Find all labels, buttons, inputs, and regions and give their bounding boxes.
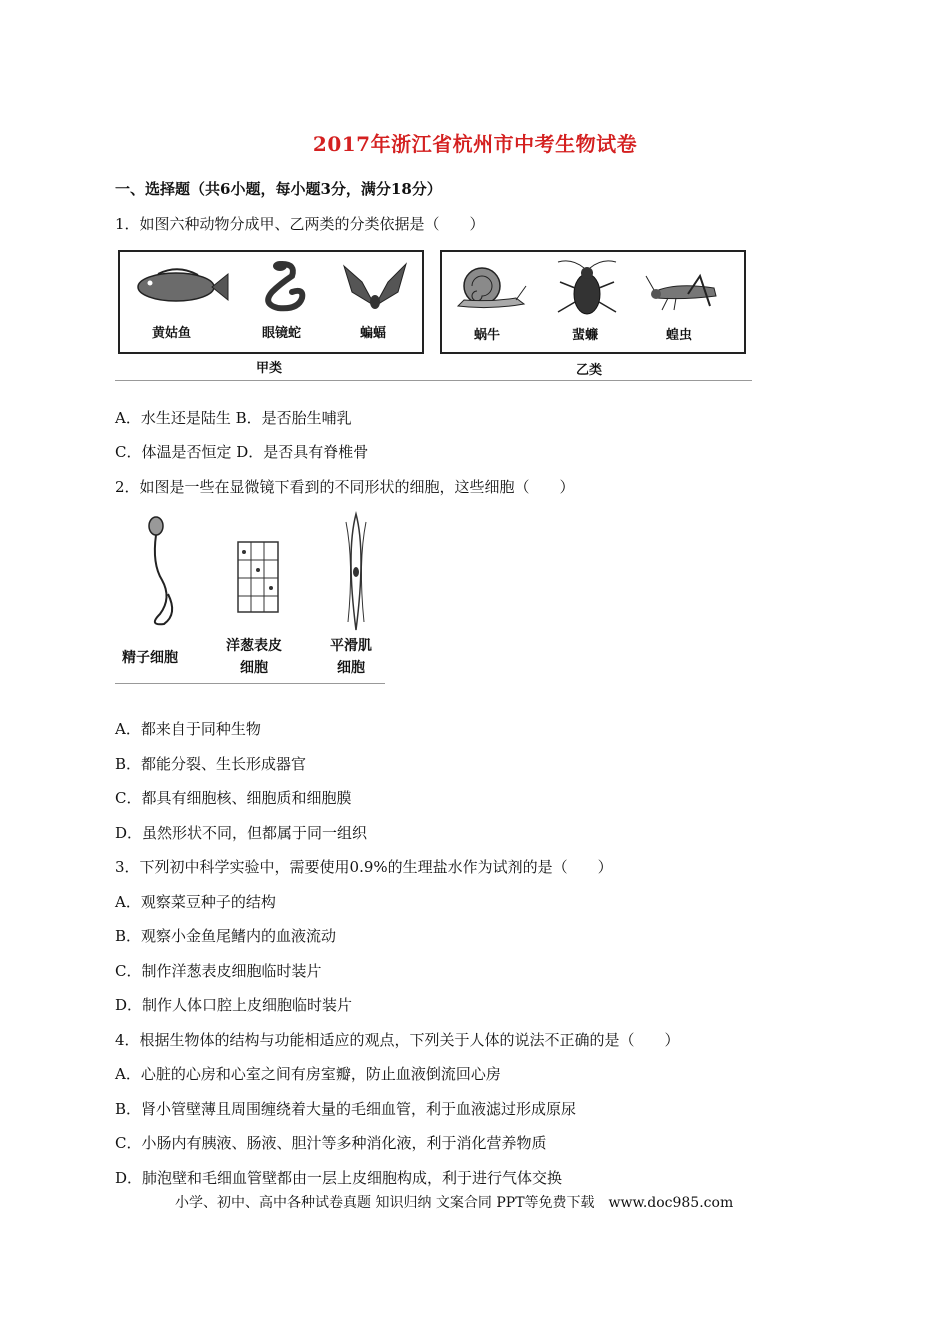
onion-cell-illustration — [234, 538, 284, 618]
q2-option-d: D．虽然形状不同，但都属于同一组织 — [115, 824, 368, 842]
snake-illustration — [252, 258, 312, 318]
q4-option-d: D．肺泡壁和毛细血管壁都由一层上皮细胞构成，利于进行气体交换 — [115, 1169, 563, 1187]
cell-label-sperm: 精子细胞 — [122, 650, 178, 666]
figure-underline — [115, 380, 752, 381]
q1-options-ab: A．水生还是陆生 B．是否胎生哺乳 — [115, 409, 352, 427]
fish-illustration — [128, 262, 228, 312]
q2-figure-underline — [115, 683, 385, 684]
animal-label-grasshopper: 蝗虫 — [666, 328, 693, 343]
page-title: 2017年浙江省杭州市中考生物试卷 — [312, 132, 638, 156]
animal-label-snake: 眼镜蛇 — [262, 326, 302, 341]
q3-option-d: D．制作人体口腔上皮细胞临时装片 — [115, 996, 353, 1014]
q4-option-c: C．小肠内有胰液、肠液、胆汁等多种消化液，利于消化营养物质 — [115, 1134, 547, 1152]
q1-stem: 1．如图六种动物分成甲、乙两类的分类依据是（ ） — [115, 215, 485, 233]
q2-option-b: B．都能分裂、生长形成器官 — [115, 755, 307, 773]
cell-label-muscle-line1: 平滑肌 — [330, 638, 372, 654]
animal-label-snail: 蜗牛 — [474, 328, 501, 343]
animal-label-cockroach: 蜚蠊 — [572, 328, 599, 343]
section-heading: 一、选择题（共6小题，每小题3分，满分18分） — [115, 180, 442, 198]
q4-option-a: A．心脏的心房和心室之间有房室瓣，防止血液倒流回心房 — [115, 1065, 501, 1083]
page-footer: 小学、初中、高中各种试卷真题 知识归纳 文案合同 PPT等免费下载 www.doc985.com — [175, 1195, 734, 1211]
snail-illustration — [450, 264, 530, 314]
group-b-label: 乙类 — [576, 363, 603, 378]
q2-option-c: C．都具有细胞核、细胞质和细胞膜 — [115, 789, 352, 807]
animal-label-bat: 蝙蝠 — [360, 326, 387, 341]
q4-option-b: B．肾小管壁薄且周围缠绕着大量的毛细血管，利于血液滤过形成原尿 — [115, 1100, 577, 1118]
sperm-cell-illustration — [138, 514, 188, 634]
cell-label-onion-line2: 细胞 — [240, 660, 268, 676]
q3-option-a: A．观察菜豆种子的结构 — [115, 893, 276, 911]
animal-label-fish: 黄姑鱼 — [152, 326, 192, 341]
q4-stem: 4．根据生物体的结构与功能相适应的观点，下列关于人体的说法不正确的是（ ） — [115, 1031, 680, 1049]
bat-illustration — [340, 262, 410, 312]
q1-options-cd: C．体温是否恒定 D．是否具有脊椎骨 — [115, 443, 369, 461]
cell-label-muscle-line2: 细胞 — [337, 660, 365, 676]
cockroach-illustration — [552, 258, 622, 322]
cell-label-onion-line1: 洋葱表皮 — [226, 638, 282, 654]
smooth-muscle-cell-illustration — [336, 512, 376, 632]
q2-stem: 2．如图是一些在显微镜下看到的不同形状的细胞，这些细胞（ ） — [115, 478, 575, 496]
grasshopper-illustration — [644, 270, 724, 314]
q3-stem: 3．下列初中科学实验中，需要使用0.9%的生理盐水作为试剂的是（ ） — [115, 858, 613, 876]
q2-option-a: A．都来自于同种生物 — [115, 720, 261, 738]
q3-option-b: B．观察小金鱼尾鳍内的血液流动 — [115, 927, 337, 945]
q3-option-c: C．制作洋葱表皮细胞临时装片 — [115, 962, 322, 980]
group-a-label: 甲类 — [256, 361, 283, 376]
